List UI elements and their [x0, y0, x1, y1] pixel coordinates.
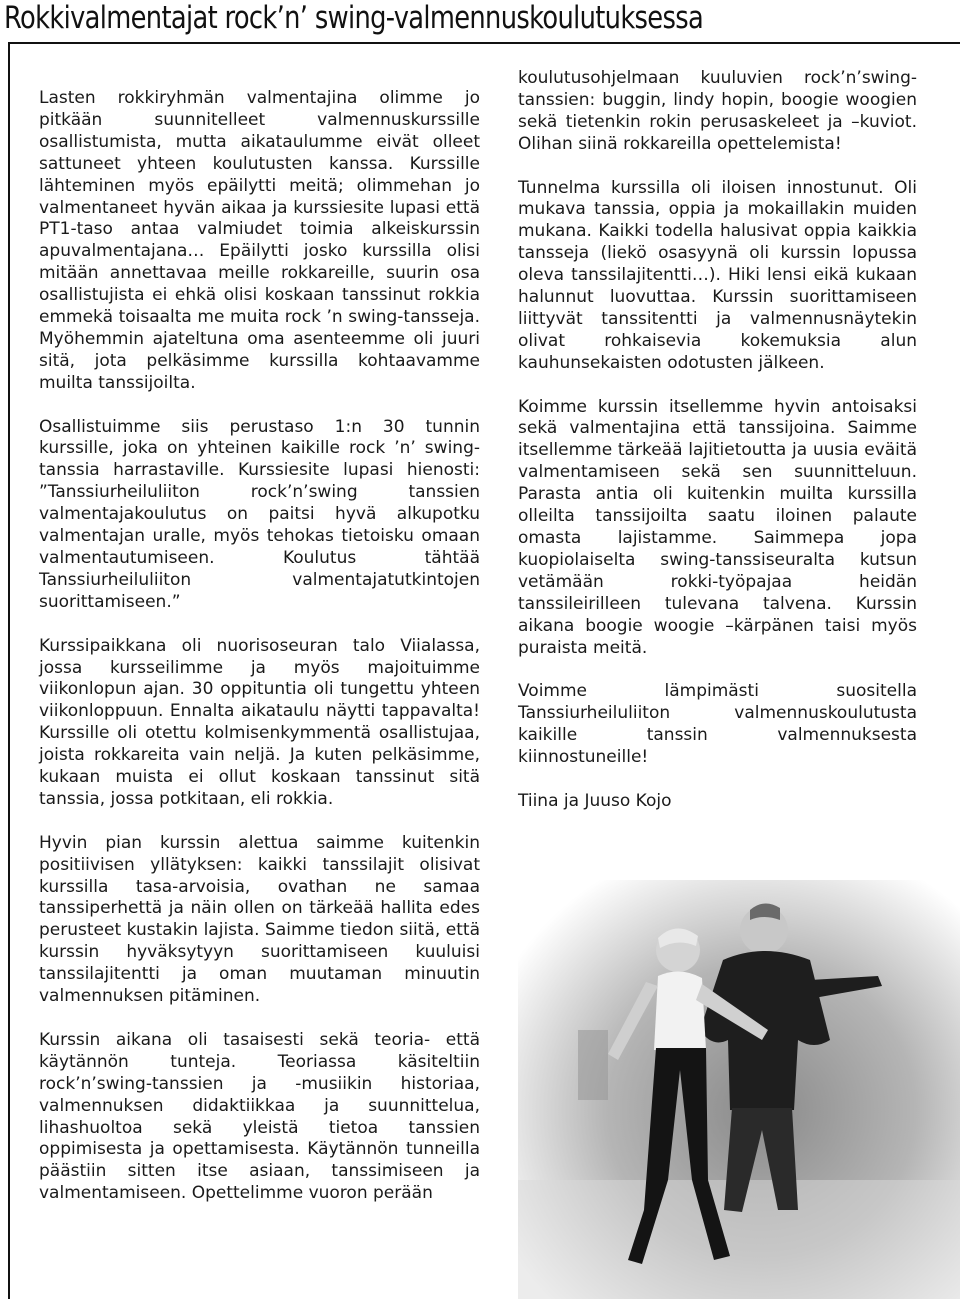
right-column: [518, 68, 917, 835]
left-rule: [8, 42, 10, 1299]
paragraph: Lasten rokkiryhmän valmentajina olimme jo pitkään suunnitelleet valmennuskurssille osallistumista, mutta aikataulumme eivät olleet sattuneet yhteen koulutusten kanssa. Kurssille lähteminen myös epäilytti meitä; olimmehan jo valmentaneet hyvän aikaa ja kurssiesite lupasi että PT1-taso antaa valmiudet toimia alkeiskurssin apuvalmentajana… Epäilytti josko kurssilla olisi mitään annettavaa meille rokkareille, suurin osa osallistujista ei ehkä olisi koskaan tanssinut rokkia emmekä toisaalta me muita rock ’n swing-tansseja. Myöhemmin ajateltuna oma asenteemme oli juuri sitä, jota pelkäsimme kurssilla kohtaavamme muilta tanssijoilta.: [39, 88, 480, 393]
dancers-photo: [518, 880, 960, 1299]
top-rule: [8, 42, 960, 44]
author-signature: Tiina ja Juuso Kojo: [518, 790, 672, 811]
paragraph: koulutusohjelmaan kuuluvien rock’n’swing-tanssien: buggin, lindy hopin, boogie woogien sekä tietenkin rokin perusaskeleet ja –kuviot. Olihan siinä rokkareilla opettelemista!: [518, 68, 917, 154]
paragraph: Koimme kurssin itsellemme hyvin antoisaksi sekä valmentajina että tanssijoina. Saimme itsellemme tärkeää lajitietoutta ja uusia eväitä valmentamiseen sekä sen suunnitteluun. Parasta antia oli kuitenkin muilta kurssilla olleilta tanssijoilta saatu iloinen palaute omasta lajistamme. Saimmepa jopa kuopiolaiselta swing-tanssiseuralta kutsun vetämään rokki-työpajaa heidän tanssileirilleen tulevana talvena. Kurssin aikana boogie woogie –kärpänen taisi myös puraista meitä.: [518, 396, 917, 658]
dancers-illustration: [518, 880, 960, 1299]
article-title: Rokkivalmentajat rock’n’ swing-valmennuskoulutuksessa: [4, 0, 704, 36]
paragraph: Kurssin aikana oli tasaisesti sekä teoria- että käytännön tunteja. Teoriassa käsiteltiin rock’n’swing-tanssien ja -musiikin historiaa, valmennuksen didaktiikkaa ja suunnittelua, lihashuoltoa sekä yleistä tietoa tanssien oppimisesta ja opettamisesta. Käytännön tunneilla päästiin sitten itse asiaan, tanssimiseen ja valmentamiseen. Opettelimme vuoron perään: [39, 1029, 480, 1204]
paragraph: Voimme lämpimästi suositella Tanssiurheiluliiton valmennuskoulutusta kaikille tanssin valmennuksesta kiinnostuneille!: [518, 681, 917, 768]
left-column: [39, 88, 480, 1227]
paragraph: Kurssipaikkana oli nuorisoseuran talo Viialassa, jossa kursseilimme ja myös majoituimme viikonlopun ajan. 30 oppituntia oli tungettu yhteen viikonloppuun. Ennalta aikataulu näytti tappavalta! Kurssille oli otettu kolmisenkymmentä osallistujaa, joista rokkareita vain neljä. Ja kuten pelkäsimme, kukaan muista ei ollut koskaan tanssinut sitä tanssia, jossa potkitaan, eli rokkia.: [39, 635, 480, 809]
paragraph: Tunnelma kurssilla oli iloisen innostunut. Oli mukava tanssia, oppia ja mokaillakin muiden mukana. Kaikki todella halusivat oppia kaikkia tansseja (liekö osasyynä oli kurssin lopussa oleva tanssilajitentti…). Hiki lensi eikä kukaan halunnut luovuttaa. Kurssin suorittamiseen liittyvät tanssitentti ja valmennusnäytekin olivat rohkaisevia kokemuksia alun kauhunsekaisten odotusten jälkeen.: [518, 177, 917, 373]
paragraph: Osallistuimme siis perustaso 1:n 30 tunnin kurssille, joka on yhteinen kaikille rock ’n’ swing-tanssia harrastaville. Kurssiesite lupasi hienosti: ”Tanssiurheiluliiton rock’n’swing tanssien valmentajakoulutus on paitsi hyvä alkupotku valmentajan uralle, myös tehokas tietoisku omaan valmentautumiseen. Koulutus tähtää Tanssiurheiluliiton valmentajatutkintojen suorittamiseen.”: [39, 416, 480, 612]
paragraph: Hyvin pian kurssin alettua saimme kuitenkin positiivisen yllätyksen: kaikki tanssilajit olisivat kurssilla tasa-arvoisia, ovathan ne samaa tanssiperhettä ja näin ollen on tärkeää hallita edes perusteet kustakin lajista. Saimme tiedon siitä, että kurssin hyväksytyyn suorittamiseen kuuluisi tanssilajitentti ja oman muutaman minuutin valmennuksen pitäminen.: [39, 832, 480, 1007]
